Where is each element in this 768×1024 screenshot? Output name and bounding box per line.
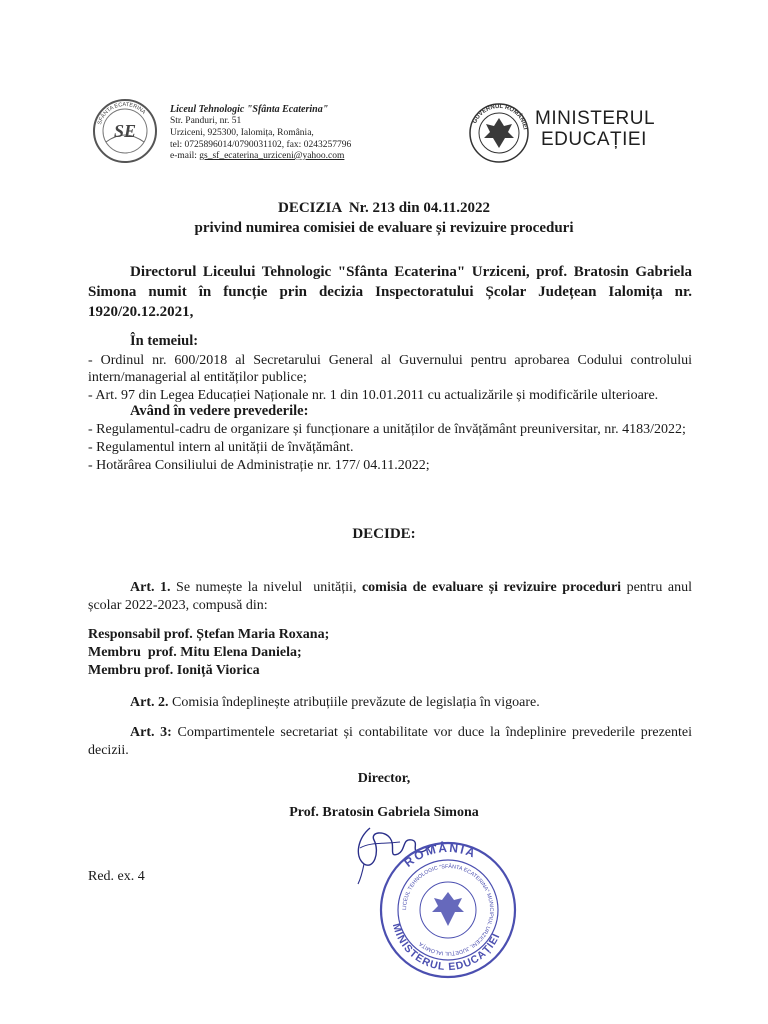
- temeiul-heading: În temeiul:: [130, 333, 199, 349]
- romania-stamp-icon: [378, 840, 518, 980]
- ministry-emblem: [468, 102, 530, 164]
- svg-text:MINISTERUL EDUCAȚIEI: MINISTERUL EDUCAȚIEI: [389, 922, 503, 974]
- article-3: [88, 724, 692, 760]
- temeiul-item: - Art. 97 din Legea Educației Naționale nr. 1 din 10.01.2011 cu actualizările și modificările ulterioare.: [88, 388, 659, 403]
- email-link[interactable]: gs_sf_ecaterina_urziceni@yahoo.com: [199, 151, 345, 161]
- school-email-line: [170, 151, 344, 162]
- signature-role: Director,: [357, 771, 411, 786]
- svg-text:GUVERNUL ROMÂNIEI: GUVERNUL ROMÂNIEI: [472, 103, 528, 131]
- school-logo: [92, 98, 158, 164]
- prevederi-item: - Regulamentul intern al unității de învățământ.: [88, 440, 354, 455]
- article-1-text-bold: comisia de evaluare și revizuire proceduri: [361, 580, 622, 595]
- school-phone: tel: 0725896014/0790031102, fax: 0243257796: [170, 140, 352, 150]
- decision-subtitle: privind numirea comisiei de evaluare și revizuire proceduri: [194, 220, 574, 236]
- article-1-label: Art. 1.: [130, 580, 171, 595]
- prevederi-heading: Având în vedere prevederile:: [130, 403, 309, 419]
- school-street: Str. Panduri, nr. 51: [170, 116, 242, 126]
- article-2-text: Comisia îndeplinește atribuțiile prevăzute de legislația în vigoare.: [168, 695, 540, 710]
- decision-title: DECIZIA Nr. 213 din 04.11.2022: [278, 200, 490, 216]
- article-1: [88, 579, 692, 615]
- member-3: Membru prof. Ioniță Viorica: [88, 663, 260, 678]
- school-emblem-icon: [92, 98, 158, 164]
- ministry-title-line1: MINISTERUL: [535, 108, 656, 129]
- official-stamp: [378, 840, 518, 980]
- svg-text:SE: SE: [113, 121, 137, 141]
- ministry-title-line2: EDUCAȚIEI: [541, 129, 647, 150]
- school-city: Urziceni, 925300, Ialomița, România,: [170, 128, 314, 138]
- member-2: Membru prof. Mitu Elena Daniela;: [88, 645, 302, 660]
- article-2-label: Art. 2.: [130, 695, 169, 710]
- decide-heading: DECIDE:: [352, 526, 416, 542]
- email-prefix: e-mail:: [170, 151, 200, 161]
- article-1-text-a: Se numește la nivelul unității,: [170, 580, 362, 595]
- signature-name: Prof. Bratosin Gabriela Simona: [289, 805, 479, 820]
- svg-text:LICEUL TEHNOLOGIC "SFÂNTA ECAT: LICEUL TEHNOLOGIC "SFÂNTA ECATERINA" MUNICIPIUL URZICENI, JUDEȚUL IALOMIȚA: [401, 863, 495, 957]
- red-ex-note: Red. ex. 4: [88, 869, 145, 884]
- prevederi-item: - Hotărârea Consiliului de Administrație nr. 177/ 04.11.2022;: [88, 458, 430, 473]
- temeiul-item: - Ordinul nr. 600/2018 al Secretarului General al Guvernului pentru aprobarea Codului controlului intern/managerial al entităților publice;: [88, 353, 692, 385]
- prevederi-item: - Regulamentul-cadru de organizare și funcționare a unităților de învățământ preuniversitar, nr. 4183/2022;: [88, 422, 686, 437]
- intro-paragraph: Directorul Liceului Tehnologic "Sfânta Ecaterina" Urziceni, prof. Bratosin Gabriela Simona numit în funcție prin decizia Inspectoratului Școlar Județean Ialomița nr. 1920/20.12.2021,: [88, 264, 692, 320]
- school-name: Liceul Tehnologic "Sfânta Ecaterina": [170, 104, 329, 115]
- article-3-text: Compartimentele secretariat și contabilitate vor duce la îndeplinire prevederile prezentei decizii.: [88, 725, 692, 758]
- member-responsabil: Responsabil prof. Ștefan Maria Roxana;: [88, 627, 330, 642]
- article-3-label: Art. 3:: [130, 725, 172, 740]
- article-1-text-b: pentru anul școlar 2022-2023, compusă din:: [88, 580, 692, 613]
- article-2: [88, 694, 692, 712]
- guvernul-romaniei-emblem-icon: [468, 102, 530, 164]
- svg-text:ROMÂNIA: ROMÂNIA: [401, 840, 479, 870]
- svg-text:SFÂNTA ECATERINA: SFÂNTA ECATERINA: [96, 101, 147, 126]
- ministry-title: [535, 108, 655, 150]
